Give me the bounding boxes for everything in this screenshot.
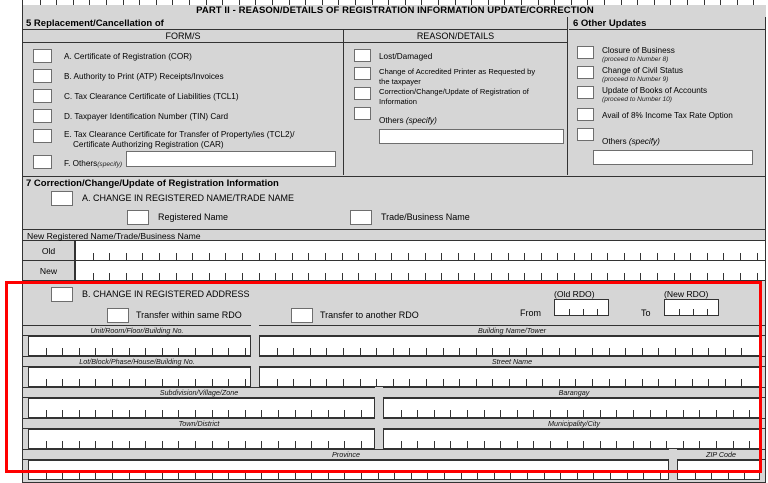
input-zip-code[interactable]	[677, 460, 760, 480]
checkbox-change-civil-status[interactable]	[577, 66, 594, 79]
input-form-others-specify[interactable]	[126, 151, 336, 167]
caption-province: Province	[23, 449, 669, 460]
label-form-atp: B. Authority to Print (ATP) Receipts/Invoices	[64, 72, 224, 81]
caption-town-district: Town/District	[23, 418, 375, 429]
section-6-heading: 6 Other Updates	[569, 17, 766, 30]
label-other-updates-others-specify: (specify)	[628, 137, 660, 146]
label-form-tcl1: C. Tax Clearance Certificate of Liabilities (TCL1)	[64, 92, 239, 101]
caption-unit-room-floor: Unit/Room/Floor/Building No.	[23, 325, 251, 336]
label-reason-change-printer-line2: the taxpayer	[379, 76, 421, 86]
checkbox-form-cor[interactable]	[33, 49, 52, 63]
reason-column-header: REASON/DETAILS	[344, 30, 568, 43]
caption-municipality-city: Municipality/City	[383, 418, 765, 429]
label-reason-change-printer-line1: Change of Accredited Printer as Requested by	[379, 67, 536, 76]
label-form-tcl2-line2: Certificate Authorizing Registration (CAR)	[73, 139, 224, 149]
checkbox-reason-lost-damaged[interactable]	[354, 49, 371, 62]
checkbox-transfer-another-rdo[interactable]	[291, 308, 313, 323]
label-trade-business-name: Trade/Business Name	[381, 212, 470, 222]
checkbox-reason-correction-update[interactable]	[354, 87, 371, 100]
section-5-heading: 5 Replacement/Cancellation of	[23, 17, 568, 30]
checkbox-form-others[interactable]	[33, 155, 52, 169]
section-7-container	[22, 177, 766, 483]
label-change-registered-name: A. CHANGE IN REGISTERED NAME/TRADE NAME	[82, 193, 295, 203]
input-street-name[interactable]	[259, 367, 760, 387]
new-name-label: New	[23, 261, 75, 281]
checkbox-reason-others[interactable]	[354, 107, 371, 120]
input-province[interactable]	[28, 460, 669, 480]
input-old-rdo-code[interactable]	[554, 299, 609, 316]
checkbox-form-tin-card[interactable]	[33, 109, 52, 123]
label-avail-8-percent-rate: Avail of 8% Income Tax Rate Option	[602, 111, 733, 120]
label-form-others: F. Others	[64, 159, 98, 168]
forms-column	[23, 43, 344, 175]
old-name-label: Old	[23, 241, 75, 261]
label-form-cor: A. Certificate of Registration (COR)	[64, 52, 192, 61]
label-transfer-another-rdo: Transfer to another RDO	[320, 310, 419, 320]
input-building-name-tower[interactable]	[259, 336, 760, 356]
new-registered-name-band: New Registered Name/Trade/Business Name	[23, 229, 765, 241]
label-reason-correction-line1: Correction/Change/Update of Registration of	[379, 87, 529, 96]
from-label: From	[520, 308, 541, 318]
label-form-others-specify: (specify)	[97, 161, 123, 168]
old-rdo-caption: (Old RDO)	[554, 289, 595, 299]
caption-lot-block-phase: Lot/Block/Phase/House/Building No.	[23, 356, 251, 367]
other-updates-column	[569, 30, 766, 175]
checkbox-transfer-within-same-rdo[interactable]	[107, 308, 129, 323]
checkbox-change-registered-address[interactable]	[51, 287, 73, 302]
section-5-6-container	[22, 17, 766, 177]
input-lot-block-phase[interactable]	[28, 367, 251, 387]
note-change-civil-status: (proceed to Number 9)	[602, 75, 669, 83]
label-change-registered-address: B. CHANGE IN REGISTERED ADDRESS	[82, 289, 250, 299]
label-reason-others: Others	[379, 116, 406, 125]
checkbox-form-atp[interactable]	[33, 69, 52, 83]
checkbox-form-tcl2-car[interactable]	[33, 129, 52, 143]
input-barangay[interactable]	[383, 398, 760, 418]
label-update-books-of-accounts: Update of Books of Accounts	[602, 86, 708, 95]
reason-details-column	[344, 43, 568, 175]
label-closure-of-business: Closure of Business	[602, 46, 675, 55]
caption-zip-code: ZIP Code	[677, 449, 765, 460]
checkbox-reason-change-printer[interactable]	[354, 67, 371, 80]
label-registered-name: Registered Name	[158, 212, 229, 222]
checkbox-avail-8-percent-rate[interactable]	[577, 108, 594, 121]
input-municipality-city[interactable]	[383, 429, 760, 449]
label-change-civil-status: Change of Civil Status	[602, 66, 684, 75]
input-town-district[interactable]	[28, 429, 375, 449]
note-closure-of-business: (proceed to Number 8)	[602, 55, 669, 63]
input-unit-room-floor[interactable]	[28, 336, 251, 356]
label-reason-others-specify: (specify)	[405, 116, 437, 125]
new-rdo-caption: (New RDO)	[664, 289, 709, 299]
input-other-updates-others-specify[interactable]	[593, 150, 753, 165]
checkbox-closure-of-business[interactable]	[577, 46, 594, 59]
caption-subdivision-village-zone: Subdivision/Village/Zone	[23, 387, 375, 398]
note-update-books-of-accounts: (proceed to Number 10)	[602, 95, 673, 103]
checkbox-registered-name[interactable]	[127, 210, 149, 225]
label-reason-lost-damaged: Lost/Damaged	[379, 52, 433, 61]
label-other-updates-others: Others	[602, 137, 629, 146]
caption-barangay: Barangay	[383, 387, 765, 398]
label-transfer-within-same-rdo: Transfer within same RDO	[136, 310, 242, 320]
checkbox-form-tcl1[interactable]	[33, 89, 52, 103]
part-ii-title: PART II - REASON/DETAILS OF REGISTRATION INFORMATION UPDATE/CORRECTION	[22, 5, 768, 18]
label-form-tin-card: D. Taxpayer Identification Number (TIN) Card	[64, 112, 229, 121]
caption-street-name: Street Name	[259, 356, 765, 367]
to-label: To	[641, 308, 651, 318]
input-new-registered-name[interactable]	[75, 261, 765, 281]
input-reason-others-specify[interactable]	[379, 129, 564, 144]
input-new-rdo-code[interactable]	[664, 299, 719, 316]
section-7-heading: 7 Correction/Change/Update of Registration Information	[26, 178, 279, 189]
input-subdivision-village-zone[interactable]	[28, 398, 375, 418]
checkbox-change-registered-name[interactable]	[51, 191, 73, 206]
input-old-registered-name[interactable]	[75, 241, 765, 261]
checkbox-trade-business-name[interactable]	[350, 210, 372, 225]
label-reason-correction-line2: Information	[379, 96, 417, 106]
forms-column-header: FORM/S	[23, 30, 344, 43]
checkbox-other-updates-others[interactable]	[577, 128, 594, 141]
caption-building-name-tower: Building Name/Tower	[259, 325, 765, 336]
checkbox-update-books-of-accounts[interactable]	[577, 86, 594, 99]
left-margin	[0, 0, 22, 483]
label-form-tcl2-line1: E. Tax Clearance Certificate for Transfer of Property/ies (TCL2)/	[64, 130, 295, 139]
